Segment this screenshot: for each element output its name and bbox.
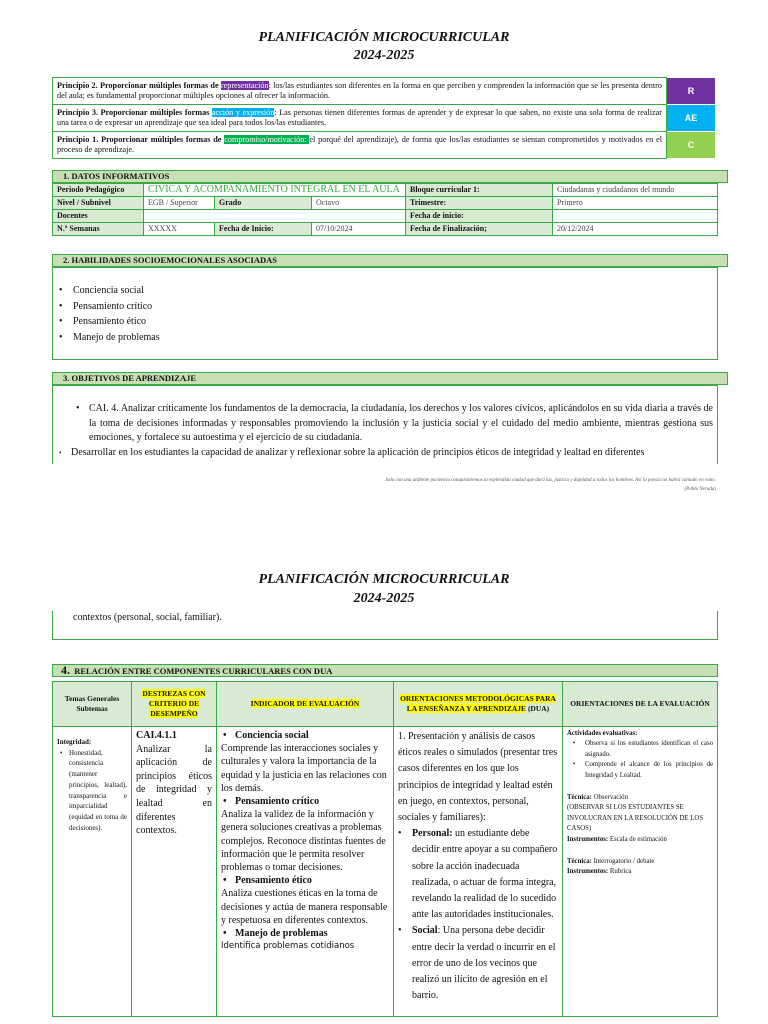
habilidad-item: • Manejo de problemas	[73, 330, 717, 346]
principle-3-text: Principio 3. Proporcionar múltiples formas acción y expresión: Las personas tienen diferentes formas de aprender y de expresar lo que saben, no existe una sola forma de realizar una tarea o de expresar un aprendizaje que sea ideal para todos los/las estudiantes.	[53, 105, 667, 132]
fecha-fin-value: 20/12/2024	[553, 223, 718, 236]
indicador-title: • Manejo de problemas	[221, 927, 389, 940]
principle-1-text: Principio 1. Proporcionar múltiples formas de compromiso/motivación: el porqué del aprendizaje), de forma que los/las estudiantes se sientan comprometidos y motivados en el proceso de aprendizaje.	[53, 132, 667, 159]
col-temas-header: Temas Generales Subtemas	[53, 682, 132, 727]
col-destrezas-header: DESTREZAS CON CRITERIO DE DESEMPEÑO	[132, 682, 217, 727]
destreza-cell	[132, 727, 217, 1017]
habilidad-item: • Pensamiento crítico	[73, 299, 717, 315]
indicador-text: Analiza cuestiones éticas en la toma de decisiones y actúa de manera responsable y respetuosa en diferentes contextos.	[221, 888, 388, 926]
eval-note: (OBSERVAR SI LOS ESTUDIANTES SE INVOLUCRAN EN LA RESOLUCIÓN DE LOS CASOS)	[567, 804, 704, 833]
relacion-heading: 4. RELACIÓN ENTRE COMPONENTES CURRICULARES CON DUA	[52, 664, 718, 677]
semanas-value: XXXXX	[144, 223, 215, 236]
fecha-fin-label: Fecha de Finalización;	[406, 223, 553, 236]
periodo-label: Periodo Pedagógico	[53, 184, 144, 197]
neruda-quote: Solo con una ardiente paciencia conquistaremos la espléndida ciudad que dará luz, justicia y dignidad a todos los hombres. Así la poesía no habrá cantado en vano.	[385, 478, 716, 483]
habilidad-item: • Conciencia social	[73, 283, 717, 299]
bloque-value: Ciudadanas y ciudadanos del mundo	[553, 184, 718, 197]
orientaciones-cell	[394, 727, 563, 1017]
tag-ae-badge: AE	[667, 105, 716, 132]
dua-principles-table	[52, 77, 716, 159]
indicador-title: • Conciencia social	[221, 729, 389, 742]
page2-title: PLANIFICACIÓN MICROCURRICULAR	[258, 572, 510, 587]
indicador-text: Analiza la validez de la información y genera soluciones creativas a problemas complejos. Reconoce distintas fuentes de información que le permita resolver problemas o tomar decisiones.	[221, 809, 386, 874]
indicador-title: • Pensamiento ético	[221, 874, 389, 887]
page-year: 2024-2025	[353, 48, 415, 63]
trimestre-label: Trimestre:	[406, 197, 553, 210]
objetivos-heading: 3. OBJETIVOS DE APRENDIZAJE	[52, 372, 728, 385]
bloque-label: Bloque curricular 1:	[406, 184, 553, 197]
nivel-value: EGB / Superior	[144, 197, 215, 210]
datos-table	[52, 183, 718, 236]
indicador-text: Identifica problemas cotidianos	[221, 941, 355, 952]
orientacion-social: • Social: Una persona debe decidir entre decir la verdad o incurrir en el error de uno de los vecinos que realizó un ilícito de agresión en el barrio.	[398, 923, 558, 1004]
page2-year: 2024-2025	[353, 591, 415, 606]
eval-item: • Observa si los estudiantes identifican el caso asignado.	[585, 739, 713, 760]
destreza-text: Analizar la aplicación de principios éticos de integridad y lealtad en diferentes contextos.	[136, 743, 212, 837]
habilidades-heading: 2. HABILIDADES SOCIOEMOCIONALES ASOCIADAS	[52, 254, 728, 267]
evaluacion-cell: Actividades evaluativas: • Observa si los estudiantes identifican el caso asignado. • Comprende el alcance de los principios de Integridad y Lealtad. Técnica: Observación (OBSERVAR SI LOS ESTUDIANTES SE INVOLUCRAN EN LA RESOLUCIÓN DE LOS CASOS) Instrumentos: Escala de estimación Técnica: Interrogatorio / debate Instrumentos: Rubrica	[563, 727, 718, 1017]
tag-c-badge: C	[667, 132, 716, 159]
col-orientaciones-header: ORIENTACIONES METODOLÓGICAS PARA LA ENSEÑANZA Y APRENDIZAJE (DUA)	[394, 682, 563, 727]
fecha-inicio2-label: Fecha de Inicio:	[215, 223, 312, 236]
fecha-inicio-value	[553, 210, 718, 223]
objetivos-box	[52, 385, 718, 464]
objetivo-item-1: • CAI. 4. Analizar críticamente los fundamentos de la democracia, la ciudadanía, los derechos y los valores cívicos, aplicándolos en su vida diaria a través de la toma de decisiones informadas y responsables promoviendo la inclusión y la justicia social y el cuidado del medio ambiente, mientras gestiona sus emociones, y fortalece su autoestima y el ejercicio de su ciudadanía.	[76, 403, 713, 443]
page-title: PLANIFICACIÓN MICROCURRICULAR	[258, 30, 510, 45]
objetivos-continuation-box	[52, 611, 718, 640]
action-highlight: acción y expresión	[211, 107, 275, 117]
principle-2-text: Principio 2. Proporcionar múltiples formas de representación: los/las estudiantes son diferentes en la forma en que perciben y comprenden la información que se les presenta dentro del aula; es fundamental proporcionar múltiples opciones al ofrecer la información.	[53, 78, 667, 105]
indicador-text: Comprende las interacciones sociales y culturales y valora la importancia de la equidad y la justicia en las relaciones con los demás.	[221, 743, 387, 794]
objetivo-continuation: contextos (personal, social, familiar).	[73, 612, 222, 623]
grado-value: Octavo	[312, 197, 406, 210]
objetivo-item-2: • Desarrollar en los estudiantes la capacidad de analizar y reflexionar sobre la aplicación de principios éticos de integridad y lealtad en diferentes	[59, 447, 645, 458]
tema-item: • Honestidad, consistencia (mantener principios, lealtad), transparencia e imparcialidad (equidad en toma de decisiones).	[69, 748, 127, 834]
temas-cell: Integridad: • Honestidad, consistencia (mantener principios, lealtad), transparencia e imparcialidad (equidad en toma de decisiones).	[53, 727, 132, 1017]
representation-highlight: representación	[220, 80, 269, 90]
relacion-table	[52, 681, 718, 1017]
periodo-value: CÍVICA Y ACOMPAÑAMIENTO INTEGRAL EN EL AULA	[144, 184, 406, 197]
datos-heading: 1. DATOS INFORMATIVOS	[52, 170, 728, 183]
docentes-label: Docentes	[53, 210, 144, 223]
trimestre-value: Primero	[553, 197, 718, 210]
eval-item: • Comprende el alcance de los principios de Integridad y Lealtad.	[585, 760, 713, 781]
quote-author: (Pablo Neruda)	[684, 487, 716, 492]
docentes-value	[144, 210, 406, 223]
habilidad-item: • Pensamiento ético	[73, 314, 717, 330]
nivel-label: Nivel / Subnivel	[53, 197, 144, 210]
col-indicador-header: INDICADOR DE EVALUACIÓN	[217, 682, 394, 727]
orientacion-personal: • Personal: un estudiante debe decidir entre apoyar a su compañero sobre la acción inadecuada realizada, o actuar de forma íntegra, revelando la realidad de lo sucedido ante las autoridades institucionales.	[398, 826, 558, 923]
orientacion-intro: 1. Presentación y análisis de casos éticos reales o simulados (presentar tres casos diferentes en los que los principios de integridad y lealtad estén en juego, en contextos, personal, sociales y familiares):	[398, 731, 558, 824]
tag-r-badge: R	[667, 78, 716, 105]
engagement-highlight: compromiso/motivación:	[224, 134, 310, 144]
fecha-inicio2-value: 07/10/2024	[312, 223, 406, 236]
habilidades-box	[52, 267, 718, 360]
indicador-cell	[217, 727, 394, 1017]
destreza-code: CAI.4.1.1	[136, 730, 177, 741]
grado-label: Grado	[215, 197, 312, 210]
indicador-title: • Pensamiento crítico	[221, 795, 389, 808]
semanas-label: N.º Semanas	[53, 223, 144, 236]
fecha-inicio-label: Fecha de inicio:	[406, 210, 553, 223]
col-evaluacion-header: ORIENTACIONES DE LA EVALUACIÓN	[563, 682, 718, 727]
